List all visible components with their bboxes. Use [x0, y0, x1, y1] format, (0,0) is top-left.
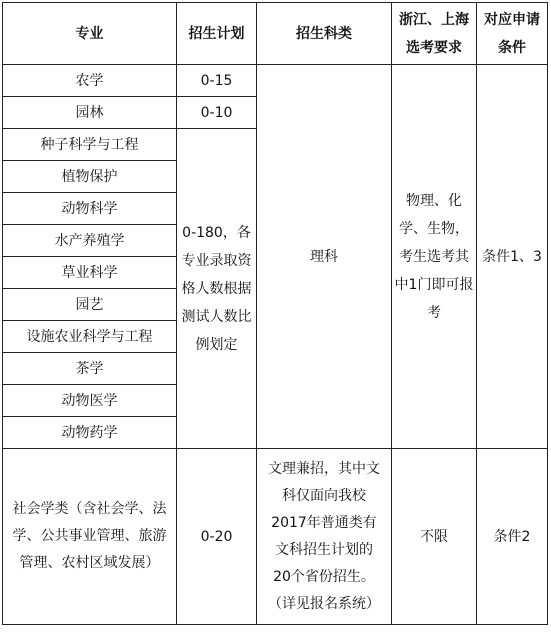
- major-cell: 水产养殖学: [3, 225, 177, 257]
- header-row: [3, 3, 548, 65]
- major-cell: 农学: [3, 65, 177, 97]
- header-plan: 招生计划: [177, 3, 257, 65]
- table-row: [3, 449, 548, 625]
- major-cell: 园林: [3, 97, 177, 129]
- requirement-cell: 物理、化学、生物，考生选考其中1门即可报考: [392, 65, 477, 449]
- header-condition: 对应申请条件: [477, 3, 548, 65]
- major-cell: 植物保护: [3, 161, 177, 193]
- condition-cell: 条件1、3: [477, 65, 548, 449]
- header-requirement: 浙江、上海选考要求: [392, 3, 477, 65]
- table-row: [3, 65, 548, 97]
- admission-table: [2, 2, 548, 625]
- major-cell: 动物药学: [3, 417, 177, 449]
- category-cell: 文理兼招，其中文科仅面向我校2017年普通类有文科招生计划的20个省份招生。（详见报名系统）: [257, 449, 392, 625]
- major-cell: 社会学类（含社会学、法学、公共事业管理、旅游管理、农村区域发展）: [3, 449, 177, 625]
- major-cell: 动物科学: [3, 193, 177, 225]
- plan-cell: 0-10: [177, 97, 257, 129]
- plan-cell: 0-20: [177, 449, 257, 625]
- requirement-cell: 不限: [392, 449, 477, 625]
- plan-cell: 0-15: [177, 65, 257, 97]
- major-cell: 种子科学与工程: [3, 129, 177, 161]
- major-cell: 园艺: [3, 289, 177, 321]
- condition-cell: 条件2: [477, 449, 548, 625]
- plan-cell: 0-180，各专业录取资格人数根据测试人数比例划定: [177, 129, 257, 449]
- header-category: 招生科类: [257, 3, 392, 65]
- major-cell: 茶学: [3, 353, 177, 385]
- header-major: 专业: [3, 3, 177, 65]
- category-cell: 理科: [257, 65, 392, 449]
- major-cell: 设施农业科学与工程: [3, 321, 177, 353]
- major-cell: 动物医学: [3, 385, 177, 417]
- major-cell: 草业科学: [3, 257, 177, 289]
